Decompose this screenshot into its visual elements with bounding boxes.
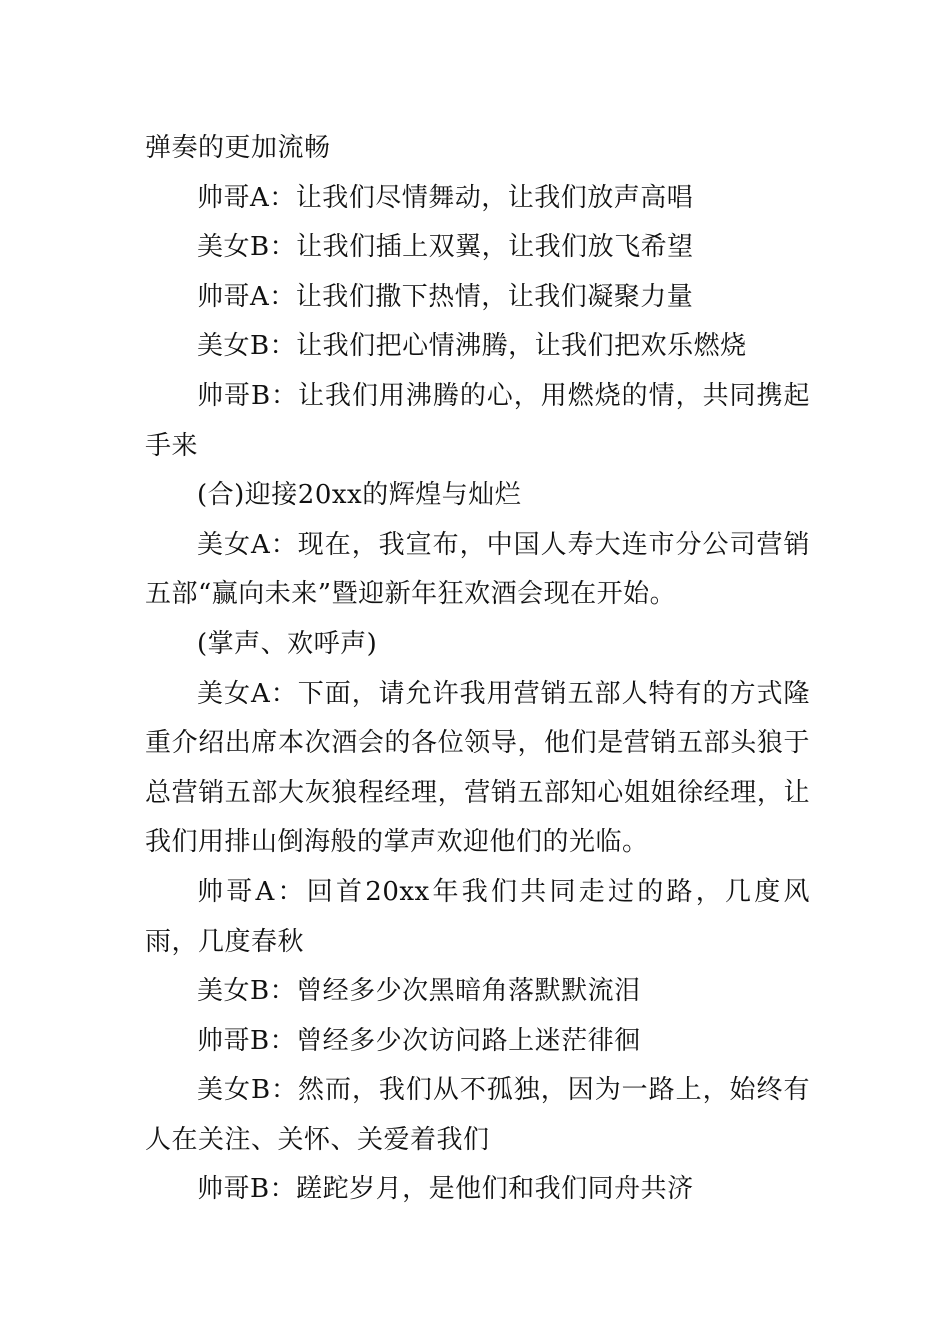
paragraph: 美女A：下面，请允许我用营销五部人特有的方式隆重介绍出席本次酒会的各位领导，他们是营销五部头狼于总营销五部大灰狼程经理，营销五部知心姐姐徐经理，让我们用排山倒海般的掌声欢迎他们的光临。 [145, 678, 810, 858]
paragraph: 美女B：让我们插上双翼，让我们放飞希望 [197, 232, 694, 263]
paragraph: 美女B：然而，我们从不孤独，因为一路上，始终有人在关注、关怀、关爱着我们 [145, 1075, 810, 1155]
paragraph: 美女B：让我们把心情沸腾，让我们把欢乐燃烧 [197, 331, 747, 362]
document-body [145, 124, 810, 1215]
paragraph: 美女A：现在，我宣布，中国人寿大连市分公司营销五部“赢向未来”暨迎新年狂欢酒会现在开始。 [145, 529, 810, 610]
paragraph: 帅哥B：让我们用沸腾的心，用燃烧的情，共同携起手来 [145, 380, 810, 461]
paragraph: 弹奏的更加流畅 [145, 133, 331, 163]
paragraph: 帅哥B：曾经多少次访问路上迷茫徘徊 [197, 1025, 641, 1056]
paragraph: 美女B：曾经多少次黑暗角落默默流泪 [197, 976, 641, 1007]
paragraph: 帅哥A：回首20xx年我们共同走过的路，几度风雨，几度春秋 [145, 876, 810, 957]
paragraph: (合)迎接20xx的辉煌与灿烂 [197, 480, 522, 511]
paragraph: 帅哥A：让我们尽情舞动，让我们放声高唱 [197, 182, 694, 213]
paragraph: 帅哥B：蹉跎岁月，是他们和我们同舟共济 [197, 1174, 694, 1205]
paragraph: 帅哥A：让我们撒下热情，让我们凝聚力量 [197, 281, 694, 312]
paragraph: (掌声、欢呼声) [197, 628, 378, 659]
